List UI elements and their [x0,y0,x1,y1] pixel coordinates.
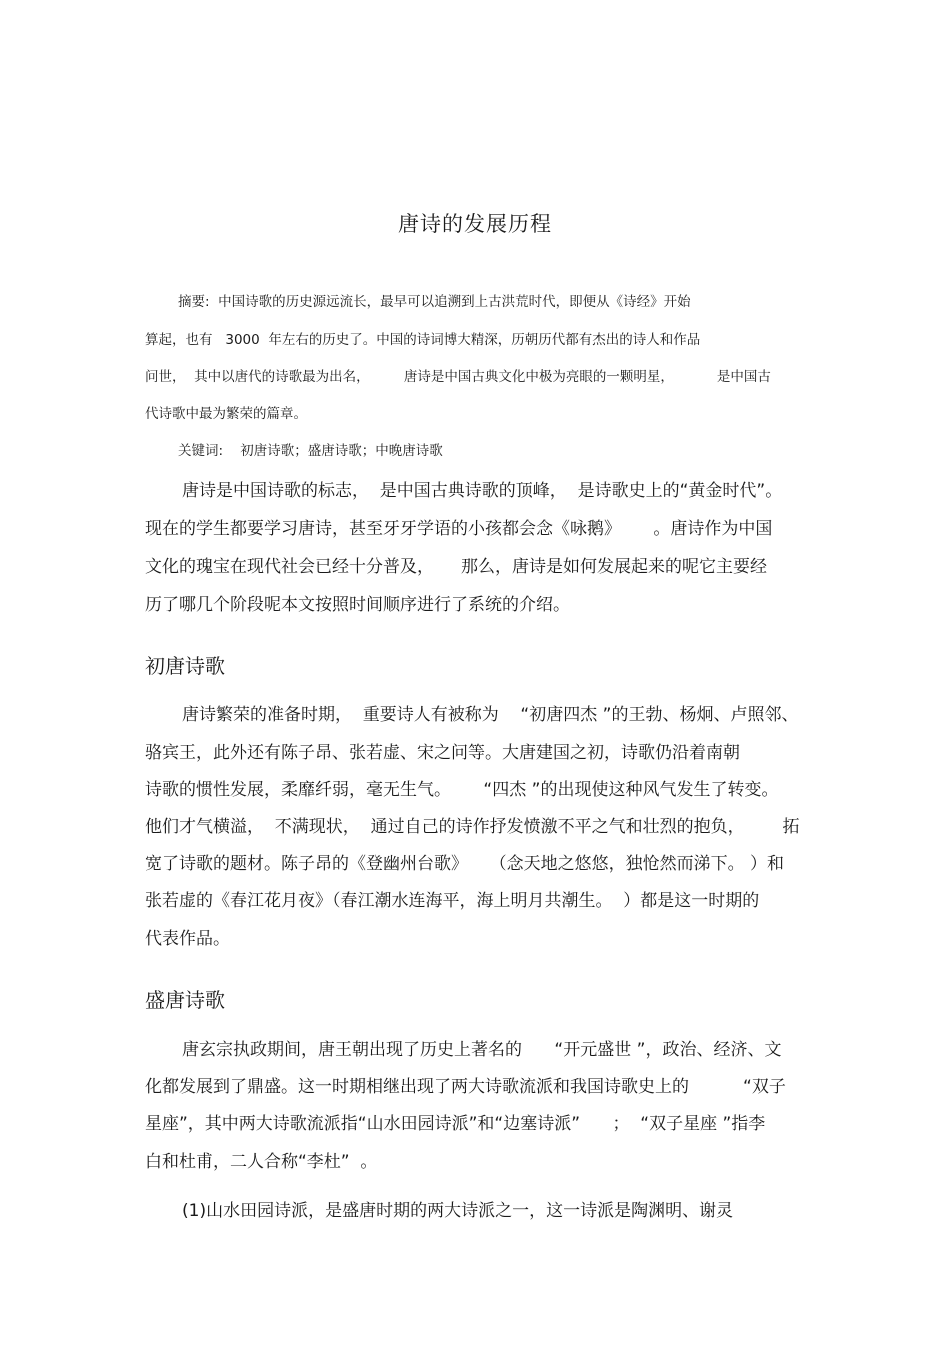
abstract-line: 算起，也有 3000 年左右的历史了。中国的诗词博大精深，历朝历代都有杰出的诗人和作品 [145,332,701,348]
section1-line: 张若虚的《春江花月夜》（春江潮水连海平，海上明月共潮生。 ）都是这一时期的 [145,891,760,911]
abstract-line: 摘要: 中国诗歌的历史源远流长，最早可以追溯到上古洪荒时代，即便从《诗经》开始 [178,294,691,310]
section2-line: 化都发展到了鼎盛。这一时期相继出现了两大诗歌流派和我国诗歌史上的 “双子 [145,1077,786,1097]
intro-line: 历了哪几个阶段呢本文按照时间顺序进行了系统的介绍。 [145,595,570,615]
section2-item: (1)山水田园诗派，是盛唐时期的两大诗派之一，这一诗派是陶渊明、谢灵 [182,1201,734,1221]
section2-line: 唐玄宗执政期间，唐王朝出现了历史上著名的 “开元盛世 ”，政治、经济、文 [182,1040,782,1060]
intro-line: 唐诗是中国诗歌的标志， 是中国古典诗歌的顶峰， 是诗歌史上的“黄金时代”。 [182,481,783,501]
keywords-line: 关键词: 初唐诗歌；盛唐诗歌；中晚唐诗歌 [178,443,443,459]
section2-line: 白和杜甫，二人合称“李杜” 。 [145,1152,378,1172]
abstract-line: 代诗歌中最为繁荣的篇章。 [145,406,307,422]
abstract-line: 问世， 其中以唐代的诗歌最为出名， 唐诗是中国古典文化中极为亮眼的一颗明星， 是中国古 [145,369,771,385]
section1-line: 他们才气横溢， 不满现状， 通过自己的诗作抒发愤激不平之气和壮烈的抱负， 拓 [145,817,800,837]
intro-line: 现在的学生都要学习唐诗，甚至牙牙学语的小孩都会念《咏鹅》 。唐诗作为中国 [145,519,773,539]
section-heading-early-tang: 初唐诗歌 [145,654,225,678]
section1-line: 唐诗繁荣的准备时期， 重要诗人有被称为 “初唐四杰 ”的王勃、杨炯、卢照邻、 [182,705,799,725]
section1-line: 宽了诗歌的题材。陈子昂的《登幽州台歌》 （念天地之悠悠，独怆然而涕下。 ）和 [145,854,785,874]
section-heading-high-tang: 盛唐诗歌 [145,988,225,1012]
section1-line: 骆宾王，此外还有陈子昂、张若虚、宋之问等。大唐建国之初，诗歌仍沿着南朝 [145,743,740,763]
section2-line: 星座”，其中两大诗歌流派指“山水田园诗派”和“边塞诗派” ； “双子星座 ”指李 [145,1114,766,1134]
intro-line: 文化的瑰宝在现代社会已经十分普及， 那么，唐诗是如何发展起来的呢它主要经 [145,557,768,577]
document-title: 唐诗的发展历程 [398,212,552,236]
section1-line: 代表作品。 [145,929,230,949]
section1-line: 诗歌的惯性发展，柔靡纤弱，毫无生气。 “四杰 ”的出现使这种风气发生了转变。 [145,780,779,800]
